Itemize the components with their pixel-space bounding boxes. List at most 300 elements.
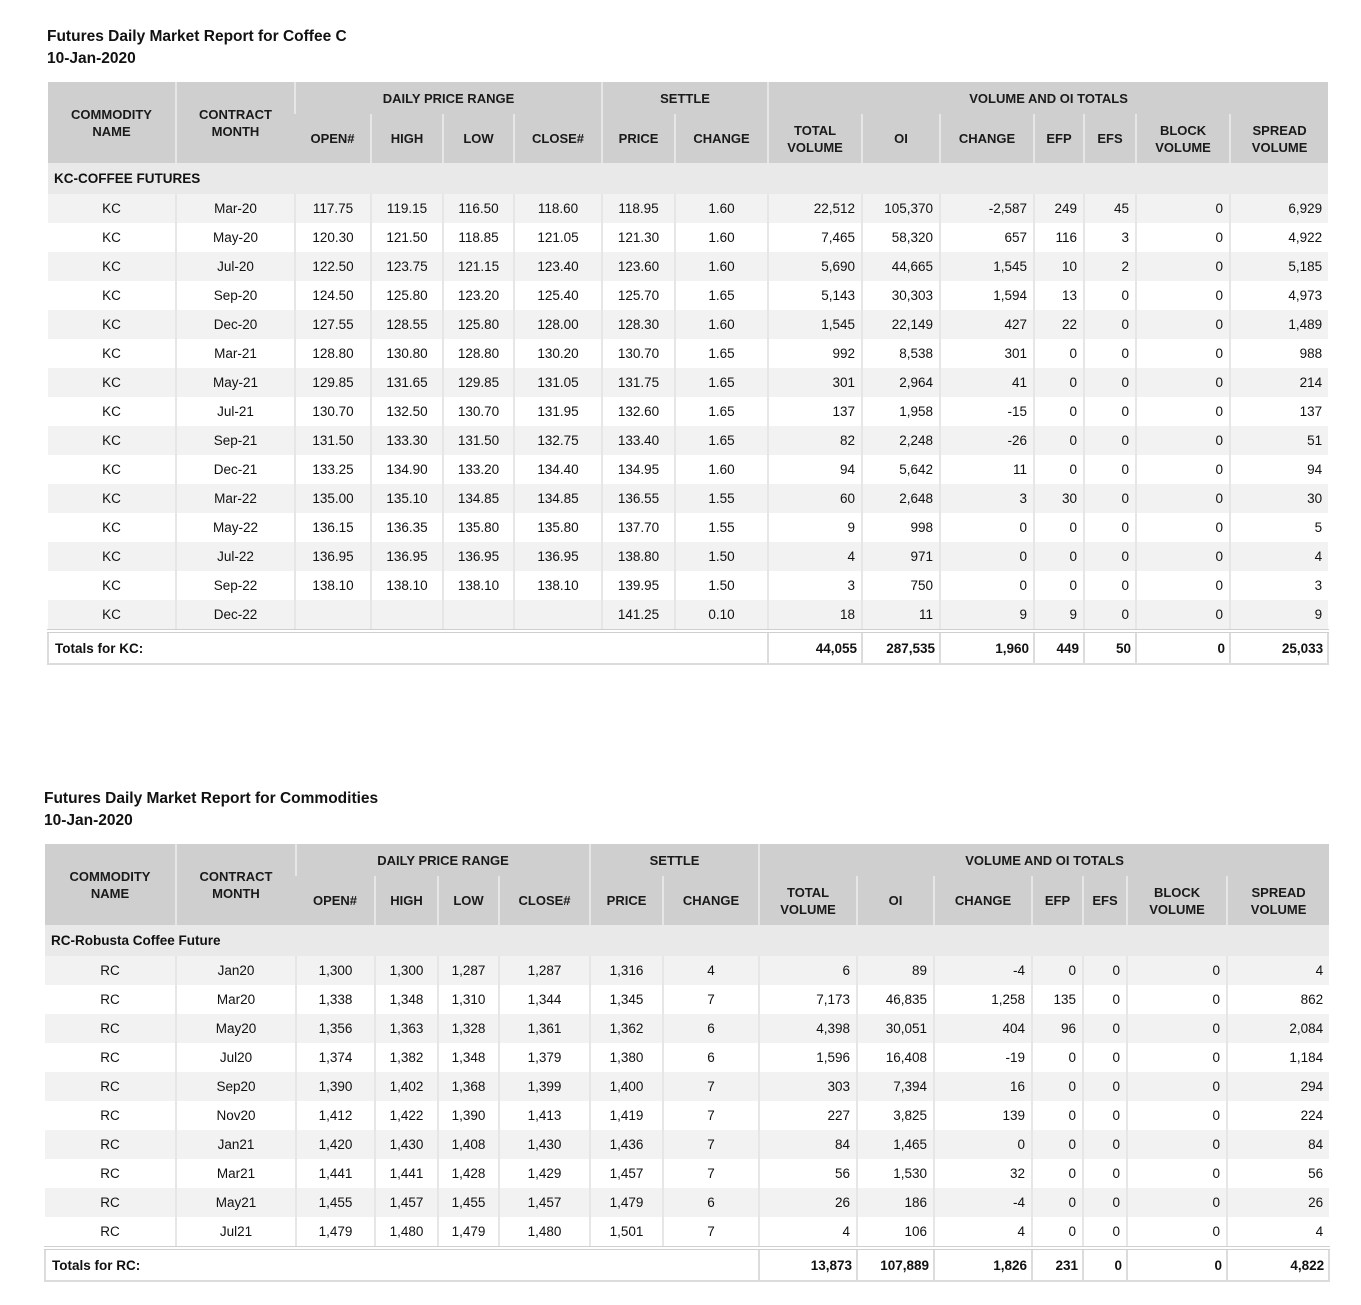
cell-close: 123.40 <box>514 252 602 281</box>
header-contract-month: CONTRACT MONTH <box>176 844 296 925</box>
total-volume: 13,873 <box>759 1248 857 1281</box>
cell-high: 1,480 <box>375 1217 438 1248</box>
header-oi: OI <box>857 876 934 925</box>
totals-row <box>48 631 1328 664</box>
cell-efp: 30 <box>1034 484 1084 513</box>
header-commodity-name: COMMODITY NAME <box>45 844 176 925</box>
cell-commodity-name: KC <box>48 252 176 281</box>
cell-high: 131.65 <box>371 368 443 397</box>
cell-efs: 0 <box>1083 1217 1127 1248</box>
cell-oi: 998 <box>862 513 940 542</box>
cell-low: 1,455 <box>438 1188 499 1217</box>
cell-oi-change: 1,545 <box>940 252 1034 281</box>
cell-commodity-name: RC <box>45 1072 176 1101</box>
cell-low: 1,287 <box>438 956 499 985</box>
cell-settle-price: 132.60 <box>602 397 675 426</box>
report-title: Futures Daily Market Report for Commodities <box>44 790 379 807</box>
cell-total-volume: 4 <box>768 542 862 571</box>
cell-contract-month: Sep20 <box>176 1072 296 1101</box>
cell-settle-change: 1.50 <box>675 571 768 600</box>
cell-block-volume: 0 <box>1127 956 1227 985</box>
cell-commodity-name: RC <box>45 956 176 985</box>
cell-total-volume: 227 <box>759 1101 857 1130</box>
cell-oi: 16,408 <box>857 1043 934 1072</box>
cell-close: 1,457 <box>499 1188 590 1217</box>
cell-settle-price: 1,380 <box>590 1043 663 1072</box>
cell-commodity-name: KC <box>48 513 176 542</box>
cell-efs: 3 <box>1084 223 1136 252</box>
cell-commodity-name: RC <box>45 1159 176 1188</box>
cell-block-volume: 0 <box>1136 310 1230 339</box>
cell-close: 1,480 <box>499 1217 590 1248</box>
cell-spread-volume: 4,973 <box>1230 281 1328 310</box>
cell-settle-change: 0.10 <box>675 600 768 631</box>
market-table <box>47 82 1329 665</box>
cell-high: 1,382 <box>375 1043 438 1072</box>
cell-close: 1,361 <box>499 1014 590 1043</box>
header-spread-volume: SPREAD VOLUME <box>1227 876 1329 925</box>
cell-commodity-name: RC <box>45 1188 176 1217</box>
cell-settle-price: 139.95 <box>602 571 675 600</box>
cell-settle-price: 138.80 <box>602 542 675 571</box>
cell-efs: 0 <box>1084 455 1136 484</box>
header-block-volume: BLOCK VOLUME <box>1136 114 1230 163</box>
cell-oi-change: -4 <box>934 956 1032 985</box>
cell-open: 133.25 <box>295 455 371 484</box>
cell-close: 136.95 <box>514 542 602 571</box>
cell-close: 1,287 <box>499 956 590 985</box>
cell-low: 1,348 <box>438 1043 499 1072</box>
cell-spread-volume: 56 <box>1227 1159 1329 1188</box>
cell-total-volume: 6 <box>759 956 857 985</box>
table-row <box>48 281 1328 310</box>
cell-efs: 0 <box>1084 571 1136 600</box>
total-block-volume: 0 <box>1127 1248 1227 1281</box>
table-body <box>48 163 1328 631</box>
cell-close: 1,413 <box>499 1101 590 1130</box>
cell-commodity-name: RC <box>45 1217 176 1248</box>
cell-oi: 3,825 <box>857 1101 934 1130</box>
cell-efp: 0 <box>1034 513 1084 542</box>
cell-open <box>295 600 371 631</box>
cell-contract-month: May-21 <box>176 368 295 397</box>
cell-oi: 46,835 <box>857 985 934 1014</box>
cell-high: 1,300 <box>375 956 438 985</box>
cell-contract-month: Mar20 <box>176 985 296 1014</box>
cell-efs: 45 <box>1084 194 1136 223</box>
cell-efp: 0 <box>1034 455 1084 484</box>
section-label: RC-Robusta Coffee Future <box>45 925 1329 956</box>
cell-oi-change: 1,258 <box>934 985 1032 1014</box>
header-oi: OI <box>862 114 940 163</box>
cell-close: 131.05 <box>514 368 602 397</box>
cell-open: 117.75 <box>295 194 371 223</box>
cell-settle-price: 125.70 <box>602 281 675 310</box>
cell-efp: 22 <box>1034 310 1084 339</box>
cell-efp: 116 <box>1034 223 1084 252</box>
cell-low: 121.15 <box>443 252 514 281</box>
cell-oi-change: 4 <box>934 1217 1032 1248</box>
cell-oi-change: 9 <box>940 600 1034 631</box>
cell-settle-price: 134.95 <box>602 455 675 484</box>
cell-block-volume: 0 <box>1136 223 1230 252</box>
cell-high: 1,457 <box>375 1188 438 1217</box>
cell-high: 1,348 <box>375 985 438 1014</box>
cell-spread-volume: 4 <box>1227 1217 1329 1248</box>
cell-open: 120.30 <box>295 223 371 252</box>
cell-efs: 0 <box>1083 1159 1127 1188</box>
total-efs: 50 <box>1084 631 1136 664</box>
cell-contract-month: Mar21 <box>176 1159 296 1188</box>
cell-close: 134.40 <box>514 455 602 484</box>
header-spread-volume: SPREAD VOLUME <box>1230 114 1328 163</box>
cell-efs: 0 <box>1083 1072 1127 1101</box>
cell-efp: 0 <box>1034 339 1084 368</box>
total-block-volume: 0 <box>1136 631 1230 664</box>
cell-close: 1,344 <box>499 985 590 1014</box>
cell-contract-month: Jan21 <box>176 1130 296 1159</box>
cell-settle-change: 7 <box>663 1217 759 1248</box>
cell-total-volume: 22,512 <box>768 194 862 223</box>
cell-settle-price: 1,479 <box>590 1188 663 1217</box>
cell-spread-volume: 4 <box>1230 542 1328 571</box>
header-oi-change: CHANGE <box>940 114 1034 163</box>
cell-total-volume: 3 <box>768 571 862 600</box>
cell-efp: 13 <box>1034 281 1084 310</box>
cell-low: 133.20 <box>443 455 514 484</box>
cell-open: 1,412 <box>296 1101 375 1130</box>
cell-oi: 11 <box>862 600 940 631</box>
cell-efs: 0 <box>1083 1101 1127 1130</box>
header-total-volume: TOTAL VOLUME <box>768 114 862 163</box>
cell-spread-volume: 4,922 <box>1230 223 1328 252</box>
cell-close: 128.00 <box>514 310 602 339</box>
cell-total-volume: 7,465 <box>768 223 862 252</box>
cell-efp: 0 <box>1032 956 1083 985</box>
cell-efs: 0 <box>1084 310 1136 339</box>
cell-contract-month: Mar-22 <box>176 484 295 513</box>
cell-oi-change: 0 <box>940 513 1034 542</box>
cell-commodity-name: KC <box>48 397 176 426</box>
cell-contract-month: Dec-22 <box>176 600 295 631</box>
header-commodity-name: COMMODITY NAME <box>48 82 176 163</box>
cell-settle-change: 1.65 <box>675 368 768 397</box>
cell-block-volume: 0 <box>1136 368 1230 397</box>
cell-efs: 0 <box>1083 1043 1127 1072</box>
cell-commodity-name: KC <box>48 194 176 223</box>
cell-contract-month: Sep-20 <box>176 281 295 310</box>
cell-close: 135.80 <box>514 513 602 542</box>
header-price: PRICE <box>602 114 675 163</box>
cell-block-volume: 0 <box>1136 484 1230 513</box>
cell-settle-price: 118.95 <box>602 194 675 223</box>
cell-high <box>371 600 443 631</box>
cell-oi: 2,964 <box>862 368 940 397</box>
header-open: OPEN# <box>295 114 371 163</box>
cell-oi-change: 139 <box>934 1101 1032 1130</box>
section-label: KC-COFFEE FUTURES <box>48 163 1328 194</box>
cell-block-volume: 0 <box>1127 1217 1227 1248</box>
cell-open: 128.80 <box>295 339 371 368</box>
cell-oi-change: -2,587 <box>940 194 1034 223</box>
cell-efp: 9 <box>1034 600 1084 631</box>
cell-oi-change: 427 <box>940 310 1034 339</box>
cell-close: 138.10 <box>514 571 602 600</box>
header-daily-price-range: DAILY PRICE RANGE <box>295 82 602 114</box>
cell-commodity-name: KC <box>48 571 176 600</box>
cell-contract-month: Jul-21 <box>176 397 295 426</box>
cell-efp: 135 <box>1032 985 1083 1014</box>
cell-settle-change: 7 <box>663 985 759 1014</box>
cell-block-volume: 0 <box>1136 455 1230 484</box>
cell-oi: 1,958 <box>862 397 940 426</box>
cell-low: 1,328 <box>438 1014 499 1043</box>
header-low: LOW <box>443 114 514 163</box>
cell-settle-change: 1.50 <box>675 542 768 571</box>
header-high: HIGH <box>375 876 438 925</box>
cell-efp: 0 <box>1032 1101 1083 1130</box>
total-efs: 0 <box>1083 1248 1127 1281</box>
cell-block-volume: 0 <box>1136 252 1230 281</box>
cell-spread-volume: 30 <box>1230 484 1328 513</box>
cell-total-volume: 56 <box>759 1159 857 1188</box>
cell-commodity-name: KC <box>48 600 176 631</box>
cell-oi: 58,320 <box>862 223 940 252</box>
header-block-volume: BLOCK VOLUME <box>1127 876 1227 925</box>
table-row <box>48 571 1328 600</box>
cell-settle-change: 1.60 <box>675 194 768 223</box>
total-efp: 449 <box>1034 631 1084 664</box>
cell-contract-month: Dec-20 <box>176 310 295 339</box>
cell-efs: 0 <box>1084 281 1136 310</box>
cell-contract-month: Jul21 <box>176 1217 296 1248</box>
cell-settle-price: 1,436 <box>590 1130 663 1159</box>
cell-commodity-name: KC <box>48 426 176 455</box>
cell-close: 1,430 <box>499 1130 590 1159</box>
cell-contract-month: Mar-21 <box>176 339 295 368</box>
cell-efs: 0 <box>1083 1130 1127 1159</box>
total-oi: 107,889 <box>857 1248 934 1281</box>
cell-total-volume: 60 <box>768 484 862 513</box>
cell-high: 130.80 <box>371 339 443 368</box>
cell-settle-change: 7 <box>663 1159 759 1188</box>
market-table <box>44 844 1330 1282</box>
cell-low: 116.50 <box>443 194 514 223</box>
header-efs: EFS <box>1084 114 1136 163</box>
cell-contract-month: Mar-20 <box>176 194 295 223</box>
cell-block-volume: 0 <box>1127 1159 1227 1188</box>
cell-block-volume: 0 <box>1136 339 1230 368</box>
cell-settle-price: 121.30 <box>602 223 675 252</box>
cell-spread-volume: 5,185 <box>1230 252 1328 281</box>
cell-oi-change: 32 <box>934 1159 1032 1188</box>
cell-efs: 0 <box>1084 600 1136 631</box>
cell-spread-volume: 9 <box>1230 600 1328 631</box>
cell-total-volume: 5,143 <box>768 281 862 310</box>
cell-block-volume: 0 <box>1127 1072 1227 1101</box>
cell-block-volume: 0 <box>1127 1043 1227 1072</box>
cell-contract-month: Nov20 <box>176 1101 296 1130</box>
cell-efp: 249 <box>1034 194 1084 223</box>
cell-block-volume: 0 <box>1136 513 1230 542</box>
cell-settle-price: 137.70 <box>602 513 675 542</box>
cell-block-volume: 0 <box>1127 1101 1227 1130</box>
cell-total-volume: 9 <box>768 513 862 542</box>
table-row <box>45 1101 1329 1130</box>
cell-spread-volume: 26 <box>1227 1188 1329 1217</box>
cell-efs: 0 <box>1084 368 1136 397</box>
cell-settle-price: 1,316 <box>590 956 663 985</box>
table-row <box>48 397 1328 426</box>
cell-settle-change: 1.60 <box>675 455 768 484</box>
table-row <box>45 956 1329 985</box>
cell-contract-month: Dec-21 <box>176 455 295 484</box>
cell-open: 1,300 <box>296 956 375 985</box>
cell-total-volume: 303 <box>759 1072 857 1101</box>
cell-settle-price: 1,400 <box>590 1072 663 1101</box>
cell-spread-volume: 137 <box>1230 397 1328 426</box>
table-row <box>45 1130 1329 1159</box>
cell-total-volume: 26 <box>759 1188 857 1217</box>
header-contract-month: CONTRACT MONTH <box>176 82 295 163</box>
cell-settle-price: 1,362 <box>590 1014 663 1043</box>
cell-oi-change: 1,594 <box>940 281 1034 310</box>
cell-commodity-name: RC <box>45 1130 176 1159</box>
cell-low: 128.80 <box>443 339 514 368</box>
cell-settle-price: 1,457 <box>590 1159 663 1188</box>
cell-low: 1,368 <box>438 1072 499 1101</box>
cell-oi: 44,665 <box>862 252 940 281</box>
cell-block-volume: 0 <box>1127 1188 1227 1217</box>
cell-block-volume: 0 <box>1136 281 1230 310</box>
cell-settle-change: 6 <box>663 1188 759 1217</box>
cell-open: 1,338 <box>296 985 375 1014</box>
report-date: 10-Jan-2020 <box>44 812 133 829</box>
cell-close: 1,429 <box>499 1159 590 1188</box>
table-row <box>45 1217 1329 1248</box>
cell-efs: 0 <box>1084 426 1136 455</box>
cell-settle-price: 1,501 <box>590 1217 663 1248</box>
cell-low: 129.85 <box>443 368 514 397</box>
cell-settle-change: 1.60 <box>675 310 768 339</box>
cell-open: 1,356 <box>296 1014 375 1043</box>
cell-settle-change: 1.65 <box>675 281 768 310</box>
cell-efp: 0 <box>1034 542 1084 571</box>
cell-total-volume: 7,173 <box>759 985 857 1014</box>
header-oi-change: CHANGE <box>934 876 1032 925</box>
table-row <box>48 542 1328 571</box>
cell-commodity-name: KC <box>48 455 176 484</box>
cell-oi: 89 <box>857 956 934 985</box>
cell-low: 138.10 <box>443 571 514 600</box>
cell-close: 134.85 <box>514 484 602 513</box>
cell-total-volume: 992 <box>768 339 862 368</box>
cell-efp: 0 <box>1032 1188 1083 1217</box>
cell-block-volume: 0 <box>1136 426 1230 455</box>
table-row <box>48 194 1328 223</box>
cell-open: 1,374 <box>296 1043 375 1072</box>
cell-high: 121.50 <box>371 223 443 252</box>
cell-efs: 0 <box>1084 484 1136 513</box>
cell-efp: 0 <box>1032 1130 1083 1159</box>
cell-efp: 0 <box>1032 1159 1083 1188</box>
header-efp: EFP <box>1034 114 1084 163</box>
cell-oi-change: 16 <box>934 1072 1032 1101</box>
cell-settle-price: 128.30 <box>602 310 675 339</box>
cell-spread-volume: 2,084 <box>1227 1014 1329 1043</box>
cell-commodity-name: RC <box>45 1101 176 1130</box>
cell-low: 136.95 <box>443 542 514 571</box>
cell-commodity-name: KC <box>48 281 176 310</box>
cell-spread-volume: 1,184 <box>1227 1043 1329 1072</box>
table-row <box>48 484 1328 513</box>
cell-high: 1,422 <box>375 1101 438 1130</box>
cell-commodity-name: RC <box>45 1014 176 1043</box>
header-settle: SETTLE <box>602 82 768 114</box>
table-row <box>45 1159 1329 1188</box>
cell-commodity-name: KC <box>48 310 176 339</box>
cell-settle-change: 7 <box>663 1072 759 1101</box>
cell-efs: 0 <box>1083 956 1127 985</box>
cell-high: 132.50 <box>371 397 443 426</box>
cell-high: 136.95 <box>371 542 443 571</box>
report-coffee-c <box>47 26 1327 665</box>
cell-settle-change: 6 <box>663 1014 759 1043</box>
cell-efs: 0 <box>1084 339 1136 368</box>
cell-high: 119.15 <box>371 194 443 223</box>
cell-settle-change: 4 <box>663 956 759 985</box>
report-date: 10-Jan-2020 <box>47 50 136 67</box>
cell-efs: 0 <box>1083 1014 1127 1043</box>
header-settle: SETTLE <box>590 844 759 876</box>
cell-commodity-name: KC <box>48 484 176 513</box>
cell-spread-volume: 862 <box>1227 985 1329 1014</box>
header-change: CHANGE <box>663 876 759 925</box>
cell-efs: 0 <box>1084 397 1136 426</box>
cell-low: 135.80 <box>443 513 514 542</box>
cell-total-volume: 4 <box>759 1217 857 1248</box>
cell-oi: 8,538 <box>862 339 940 368</box>
header-close: CLOSE# <box>514 114 602 163</box>
cell-high: 138.10 <box>371 571 443 600</box>
cell-open: 138.10 <box>295 571 371 600</box>
cell-low: 123.20 <box>443 281 514 310</box>
cell-contract-month: Sep-21 <box>176 426 295 455</box>
cell-commodity-name: RC <box>45 1043 176 1072</box>
cell-total-volume: 5,690 <box>768 252 862 281</box>
cell-open: 1,441 <box>296 1159 375 1188</box>
header-low: LOW <box>438 876 499 925</box>
cell-low: 125.80 <box>443 310 514 339</box>
table-body <box>45 925 1329 1248</box>
cell-spread-volume: 94 <box>1230 455 1328 484</box>
table-row <box>45 1014 1329 1043</box>
cell-settle-change: 1.55 <box>675 484 768 513</box>
cell-close: 1,379 <box>499 1043 590 1072</box>
report-commodities <box>44 788 1328 1282</box>
cell-spread-volume: 51 <box>1230 426 1328 455</box>
cell-oi-change: 3 <box>940 484 1034 513</box>
cell-contract-month: May20 <box>176 1014 296 1043</box>
cell-high: 128.55 <box>371 310 443 339</box>
report-title: Futures Daily Market Report for Coffee C <box>47 28 347 45</box>
header-volume-oi-totals: VOLUME AND OI TOTALS <box>759 844 1329 876</box>
cell-settle-price: 133.40 <box>602 426 675 455</box>
cell-total-volume: 1,545 <box>768 310 862 339</box>
cell-oi: 1,465 <box>857 1130 934 1159</box>
cell-open: 1,390 <box>296 1072 375 1101</box>
cell-low: 134.85 <box>443 484 514 513</box>
